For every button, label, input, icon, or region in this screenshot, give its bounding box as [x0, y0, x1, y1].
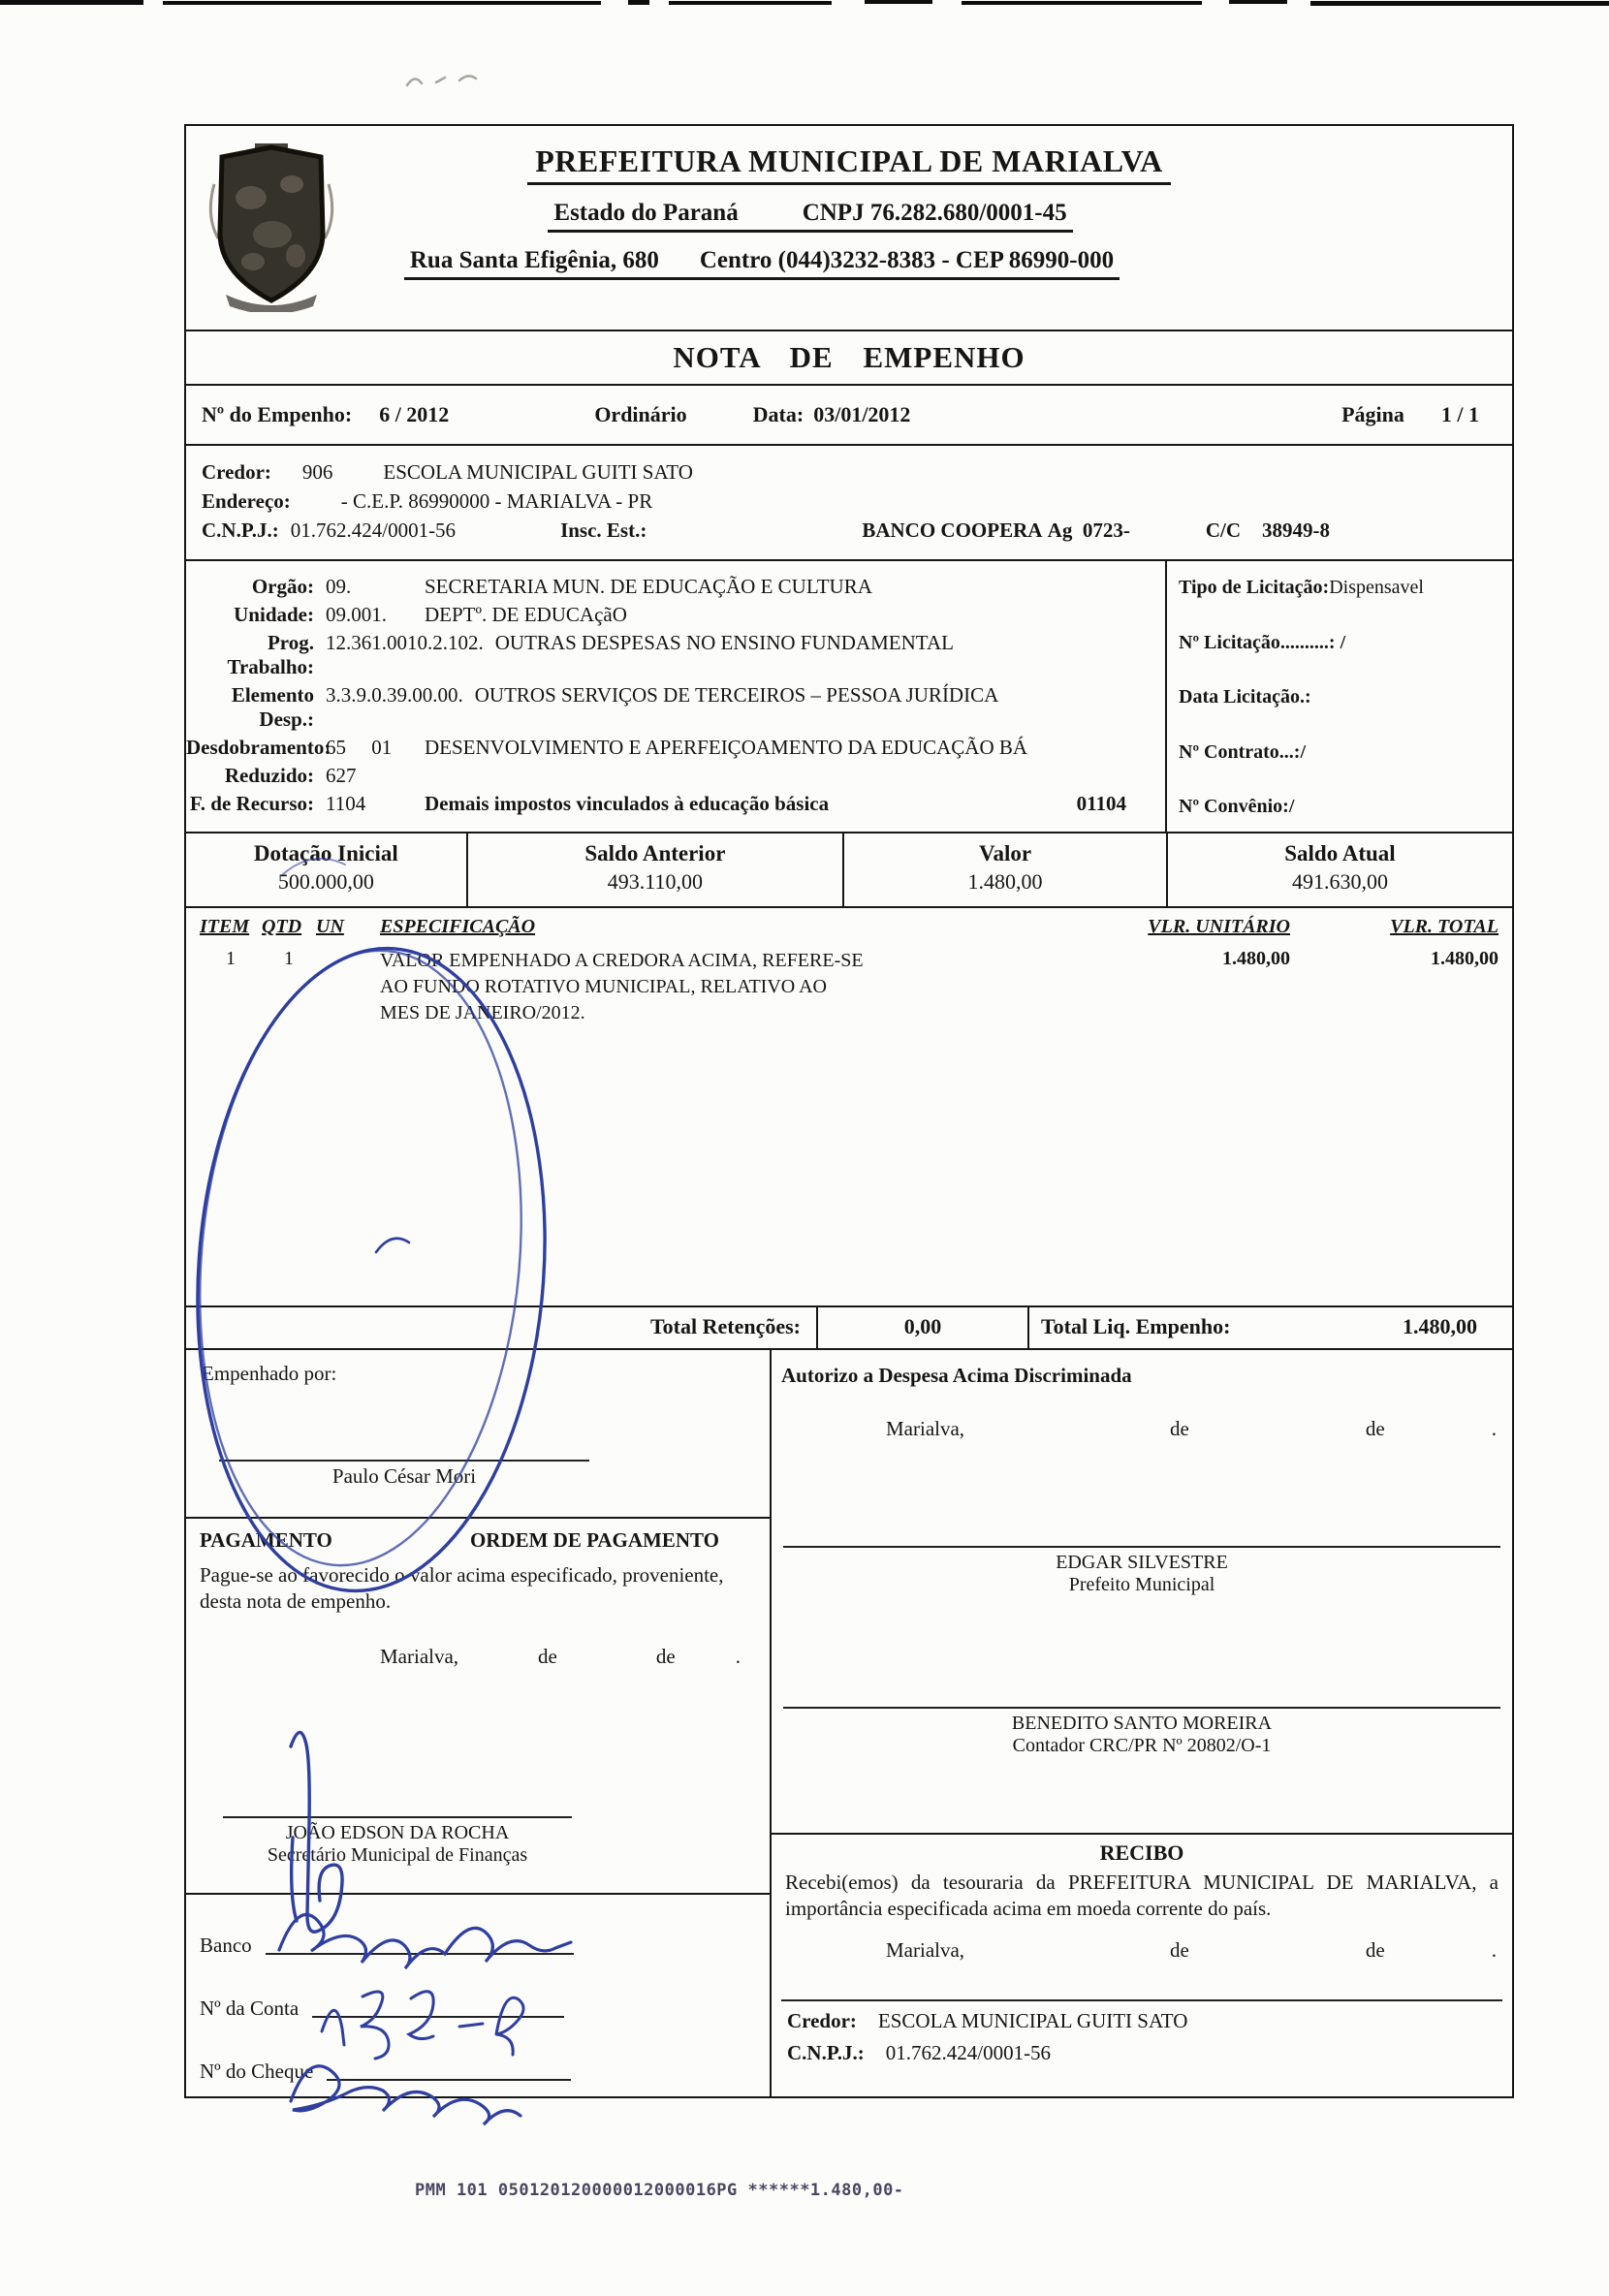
row-label: Prog. Trabalho: [227, 631, 314, 678]
col-label: Dotação Inicial [253, 841, 398, 865]
receipt-text: Recebi(emos) da tesouraria da PREFEITURA MUNICIPAL DE MARIALVA, a importância especificada acima em moeda corrente do país. [785, 1871, 1499, 1921]
committed-by-name: Paulo César Mori [331, 1464, 477, 1488]
document-title: NOTA DE EMPENHO [186, 330, 1512, 384]
creditor-name: ESCOLA MUNICIPAL GUITI SATO [383, 460, 693, 484]
bidding-date: Data Licitação.: [1179, 686, 1311, 708]
budget-row-elemento [186, 683, 1165, 732]
cnpj-value: 01.762.424/0001-56 [290, 519, 457, 542]
address-label: Endereço: [202, 489, 291, 513]
row-desc: DESENVOLVIMENTO E APERFEIÇOAMENTO DA EDUCAÇÃO BÁ [425, 736, 1028, 759]
empenho-number-row [186, 384, 1512, 444]
bank-fill-line [266, 1953, 574, 1955]
row-desc: Demais impostos vinculados à educação básica [425, 792, 830, 815]
row-code: 1104 [326, 792, 366, 815]
bank-label: Banco [200, 1934, 252, 1957]
committed-by-block [186, 1350, 770, 1517]
col-value: 491.630,00 [1291, 869, 1388, 894]
state-label: Estado do Paraná [553, 200, 739, 226]
item-description: VALOR EMPENHADO A CREDORA ACIMA, REFERE-SE AO FUNDO ROTATIVO MUNICIPAL, RELATIVO AO MES DE JANEIRO/2012. [380, 950, 864, 1023]
mayor-name: EDGAR SILVESTRE [1056, 1552, 1228, 1573]
bank-agency: BANCO COOPERA Ag 0723- [862, 519, 1130, 542]
check-field-row [200, 2060, 770, 2084]
org-cnpj: CNPJ 76.282.680/0001-45 [802, 200, 1067, 226]
mayor-title: Prefeito Municipal [1068, 1574, 1215, 1595]
signatures-area [186, 1348, 1512, 2096]
row-label: Orgão: [251, 575, 314, 598]
city-label: Marialva, [886, 1417, 965, 1440]
accountant-title: Contador CRC/PR Nº 20802/O-1 [1012, 1735, 1272, 1756]
bidding-type-value: Dispensavel [1329, 577, 1424, 598]
period-mark: . [1491, 1417, 1497, 1440]
receipt-cnpj-row [772, 2041, 1512, 2065]
check-fill-line [327, 2079, 571, 2081]
item-qty: 1 [284, 948, 294, 969]
creditor-code: 906 [301, 460, 333, 484]
creditor-label: Credor: [787, 2008, 857, 2032]
bank-fields-block [186, 1893, 770, 2096]
row-code: 627 [326, 764, 357, 787]
row-extra-code: 01104 [1076, 792, 1126, 815]
value-col [842, 833, 1166, 906]
accountant-name: BENEDITO SANTO MOREIRA [1011, 1713, 1273, 1734]
row-label: F. de Recurso: [189, 792, 314, 815]
receipt-title: RECIBO [1099, 1840, 1184, 1865]
col-label: Valor [978, 841, 1032, 865]
authorization-column [772, 1350, 1512, 2096]
page-value: 1 / 1 [1440, 402, 1479, 426]
authorization-date-row [772, 1417, 1512, 1441]
org-address: Rua Santa Efigênia, 680 [409, 247, 659, 273]
budget-row-reduzido [186, 764, 1165, 788]
account-label: C/C [1205, 519, 1241, 542]
stray-pen-mark [399, 66, 492, 97]
col-value: 500.000,00 [277, 869, 374, 894]
item-total: 1.480,00 [1431, 948, 1499, 969]
budget-row-desdobramento [186, 736, 1165, 760]
of-label: de [655, 1644, 676, 1668]
account-number-label: Nº da Conta [200, 1997, 300, 2020]
description-col-header: ESPECIFICAÇÃO [380, 916, 536, 937]
row-desc: OUTRAS DESPESAS NO ENSINO FUNDAMENTAL [494, 631, 954, 654]
creditor-block [186, 444, 1512, 559]
payment-title: PAGAMENTO [200, 1528, 332, 1552]
payment-date-row [186, 1645, 770, 1669]
receipt-date-row [772, 1938, 1512, 1963]
finance-secretary-title: Secretário Municipal de Finanças [267, 1843, 528, 1866]
bidding-number: Nº Licitação..........: / [1179, 631, 1346, 653]
payment-order-title: ORDEM DE PAGAMENTO [469, 1528, 719, 1552]
row-code: 09.001. [326, 603, 387, 626]
budget-row-prog-trabalho [186, 631, 1165, 679]
agreement-number: Nº Convênio:/ [1179, 796, 1295, 817]
row-desc: SECRETARIA MUN. DE EDUCAÇÃO E CULTURA [425, 575, 872, 598]
contract-number: Nº Contrato...:/ [1179, 740, 1307, 763]
payment-column [186, 1350, 772, 2096]
budget-row-orgao [186, 575, 1165, 599]
item-row [200, 948, 1499, 1026]
item-unit [316, 948, 380, 1026]
period-mark: . [1491, 1937, 1497, 1962]
col-value: 493.110,00 [607, 869, 703, 894]
cnpj-label: C.N.P.J.: [787, 2040, 865, 2064]
net-total-value: 1.480,00 [1403, 1314, 1477, 1338]
retentions-label: Total Retenções: [650, 1314, 801, 1338]
row-label: Unidade: [234, 603, 314, 626]
creditor-label: Credor: [202, 460, 271, 484]
header-line-2 [548, 200, 1072, 233]
budget-row-recurso [186, 792, 1165, 816]
unit-price-col-header: VLR. UNITÁRIO [1148, 916, 1290, 937]
state-registration-label: Insc. Est.: [560, 519, 647, 542]
qty-col-header: QTD [262, 916, 302, 937]
net-total-label: Total Liq. Empenho: [1041, 1314, 1231, 1338]
totals-strip [186, 832, 1512, 906]
committed-by-label: Empenhado por: [202, 1362, 337, 1385]
bidding-type-row [1179, 577, 1500, 599]
creditor-name: ESCOLA MUNICIPAL GUITI SATO [877, 2008, 1188, 2032]
date-label: Data: [752, 402, 804, 426]
previous-balance-col [466, 833, 843, 906]
payment-order-block [186, 1517, 770, 1893]
items-table [186, 906, 1512, 1305]
account-field-row [200, 1997, 770, 2021]
budget-block [186, 559, 1512, 832]
current-balance-col [1166, 833, 1512, 906]
period-mark: . [735, 1644, 741, 1668]
city-label: Marialva, [886, 1937, 965, 1962]
col-label: Saldo Atual [1284, 841, 1396, 865]
header-line-3 [404, 247, 1120, 280]
col-value: 1.480,00 [967, 869, 1043, 894]
row-label: Desdobramento: [186, 736, 331, 759]
page-label: Página [1341, 402, 1404, 426]
budget-rows [186, 561, 1165, 832]
bidding-info-column [1165, 561, 1512, 832]
dot-matrix-footer: PMM 101 050120120000012000016PG ******1.480,00- [415, 2181, 904, 2200]
bidding-type-label: Tipo de Licitação: [1179, 577, 1330, 598]
empenho-number-value: 6 / 2012 [379, 402, 450, 426]
budget-row-unidade [186, 603, 1165, 627]
of-label: de [1170, 1417, 1189, 1440]
row-label: Reduzido: [224, 764, 314, 787]
of-label: de [1365, 1417, 1385, 1440]
item-col-header: ITEM [200, 916, 250, 937]
org-name: PREFEITURA MUNICIPAL DE MARIALVA [527, 143, 1170, 185]
city-label: Marialva, [380, 1644, 459, 1668]
row-label: Elemento Desp.: [231, 683, 314, 731]
receipt-block [772, 1833, 1512, 2096]
check-number-label: Nº do Cheque [200, 2060, 314, 2083]
items-header-row [200, 916, 1499, 938]
summary-row [186, 1305, 1512, 1348]
empenho-type: Ordinário [594, 402, 687, 426]
row-code: 12.361.0010.2.102. [326, 631, 484, 654]
item-unit-price: 1.480,00 [1222, 948, 1290, 969]
row-code: 65 01 [326, 736, 393, 759]
retentions-value: 0,00 [816, 1307, 1029, 1348]
row-code: 09. [326, 575, 352, 598]
cnpj-value: 01.762.424/0001-56 [885, 2040, 1052, 2064]
empenho-number-label: Nº do Empenho: [202, 402, 353, 426]
date-value: 03/01/2012 [813, 402, 911, 426]
org-contact: Centro (044)3232-8383 - CEP 86990-000 [699, 247, 1115, 273]
authorization-block [772, 1350, 1512, 1833]
receipt-creditor-row [772, 2009, 1512, 2033]
item-number: 1 [226, 948, 236, 969]
of-label: de [1365, 1937, 1385, 1962]
form-header [186, 126, 1512, 330]
unit-col-header: UN [316, 916, 344, 937]
col-label: Saldo Anterior [584, 841, 726, 865]
finance-secretary-name: JOÃO EDSON DA ROCHA [285, 1821, 510, 1843]
total-col-header: VLR. TOTAL [1390, 916, 1499, 937]
payment-order-text: Pague-se ao favorecido o valor acima especificado, proveniente, desta nota de empenho. [200, 1563, 724, 1614]
bank-field-row [200, 1934, 770, 1958]
nota-de-empenho-form [184, 124, 1514, 2098]
cnpj-label: C.N.P.J.: [202, 519, 279, 542]
of-label: de [1170, 1937, 1189, 1962]
row-code: 3.3.9.0.39.00.00. [326, 683, 463, 707]
row-desc: OUTROS SERVIÇOS DE TERCEIROS – PESSOA JURÍDICA [474, 683, 999, 707]
of-label: de [538, 1644, 557, 1668]
authorization-title: Autorizo a Despesa Acima Discriminada [781, 1364, 1132, 1387]
initial-allocation-col [186, 833, 466, 906]
row-desc: DEPTº. DE EDUCAçãO [425, 603, 627, 626]
account-number: 38949-8 [1262, 519, 1330, 542]
address-value: - C.E.P. 86990000 - MARIALVA - PR [340, 489, 653, 513]
receipt-signature-line [781, 1999, 1502, 2001]
account-fill-line [312, 2016, 564, 2018]
